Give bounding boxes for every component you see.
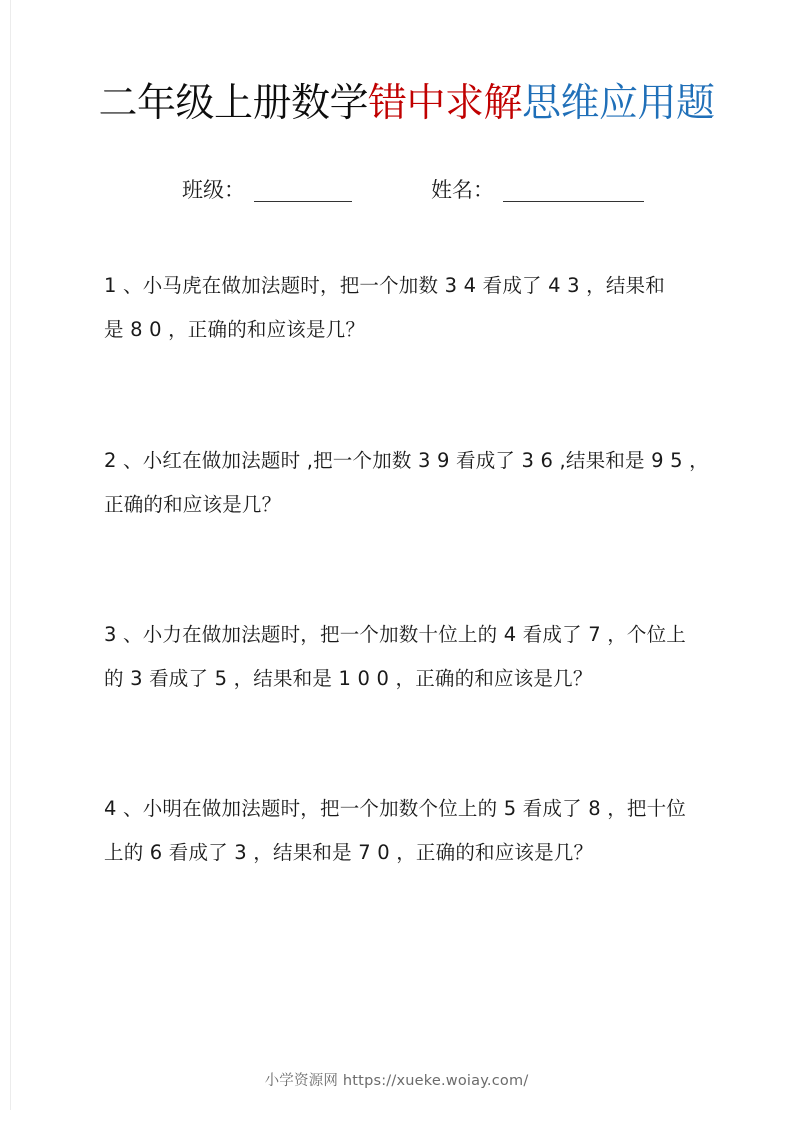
question-3 <box>104 613 744 701</box>
question-text-line: 上的 6 看成了 3 ，结果和是 7 0 ，正确的和应该是几？ <box>104 841 594 864</box>
name-label: 姓名： <box>431 178 494 202</box>
class-label: 班级： <box>182 178 245 202</box>
name-field[interactable] <box>503 201 644 202</box>
question-text-line: 4 、小明在做加法题时，把一个加数个位上的 5 看成了 8 ，把十位 <box>104 797 687 820</box>
title-thinking-problems: 思维应用题 <box>522 81 715 126</box>
question-text-line: 2 、小红在做加法题时 ,把一个加数 3 9 看成了 3 6 ,结果和是 9 5 ， <box>104 449 709 472</box>
question-4 <box>104 787 744 875</box>
question-text-line: 的 3 看成了 5 ，结果和是 1 0 0 ，正确的和应该是几？ <box>104 667 593 690</box>
title-error-solving: 错中求解 <box>367 81 522 126</box>
class-field[interactable] <box>254 201 352 202</box>
title-grade-subject: 二年级上册数学 <box>98 81 368 126</box>
question-text-line: 3 、小力在做加法题时，把一个加数十位上的 4 看成了 7 ，个位上 <box>104 623 687 646</box>
page-left-border <box>10 0 11 1110</box>
footer-source-link[interactable]: 小学资源网 https://xueke.woiay.com/ <box>264 1073 529 1089</box>
page-title <box>0 76 793 132</box>
question-text-line: 是 8 0 ，正确的和应该是几？ <box>104 318 366 341</box>
question-1 <box>104 264 744 352</box>
question-text-line: 1 、小马虎在做加法题时，把一个加数 3 4 看成了 4 3 ，结果和 <box>104 274 665 297</box>
question-2 <box>104 439 744 527</box>
student-info-row <box>0 172 793 212</box>
question-text-line: 正确的和应该是几？ <box>104 493 282 516</box>
